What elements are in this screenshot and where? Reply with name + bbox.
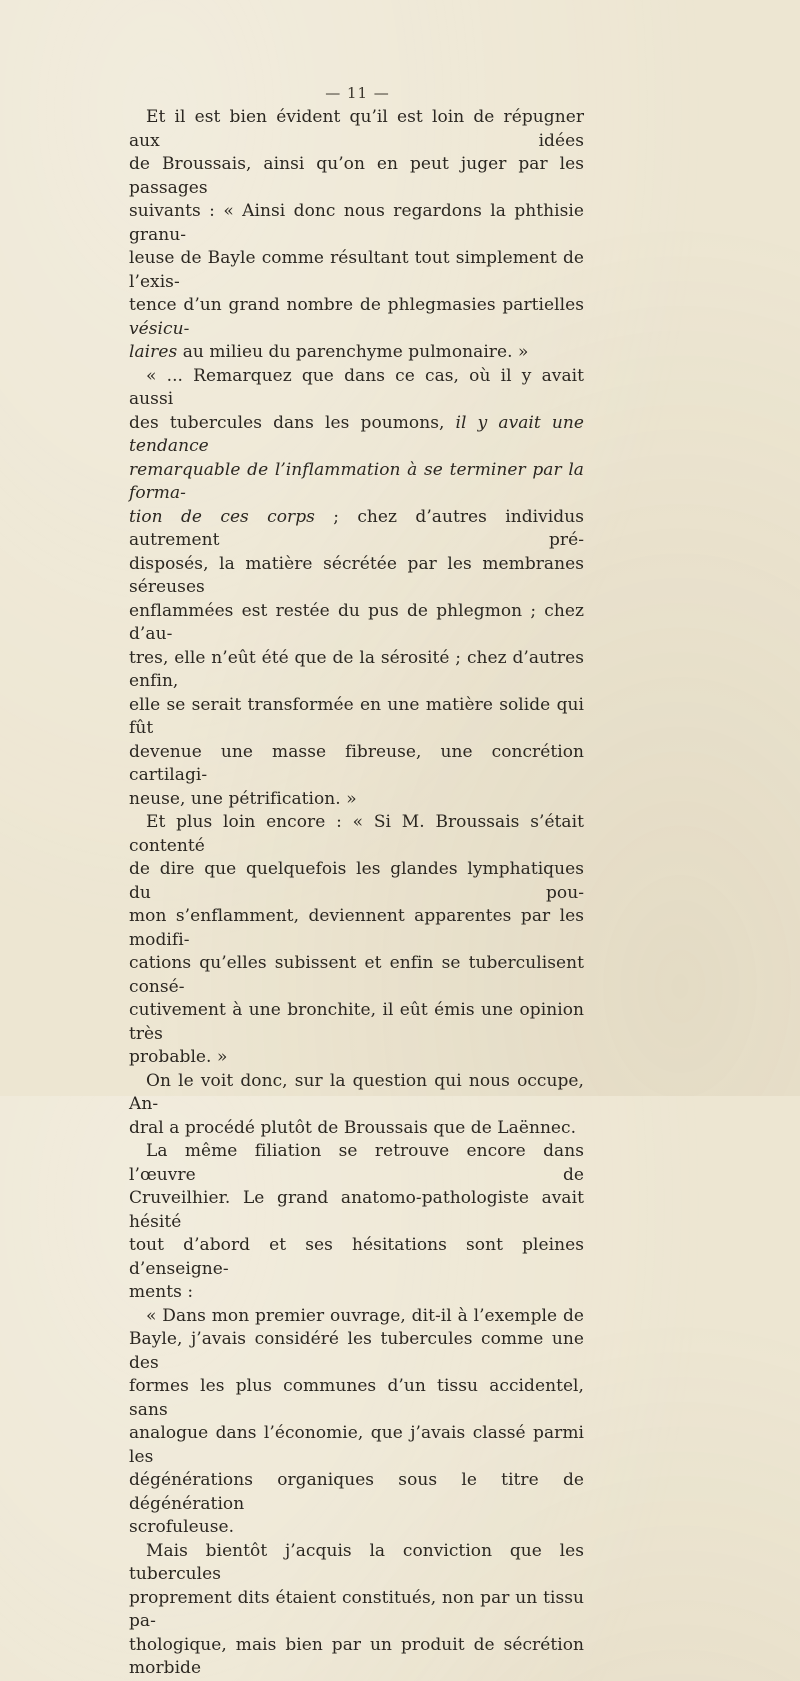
text-line: tence d’un grand nombre de phlegmasies partielles vésicu- <box>129 295 584 339</box>
text-line: de dire que quelquefois les glandes lymphatiques du pou- <box>129 859 584 903</box>
text-line: de Broussais, ainsi qu’on en peut juger par les passages <box>129 154 584 198</box>
text-line: formes les plus communes d’un tissu accidentel, sans <box>129 1376 584 1420</box>
text-line: proprement dits étaient constitués, non par un tissu pa- <box>129 1587 584 1631</box>
text-line: On le voit donc, sur la question qui nous occupe, An- <box>129 1070 584 1114</box>
text-line: elle se serait transformée en une matière solide qui fût <box>129 694 584 738</box>
text-line: « Dans mon premier ouvrage, dit-il à l’exemple de <box>146 1305 584 1326</box>
text-line: Et il est bien évident qu’il est loin de répugner aux idées <box>129 107 584 151</box>
text-line: tout d’abord et ses hésitations sont pleines d’enseigne- <box>129 1235 584 1279</box>
text-line: des tubercules dans les poumons, il y avait une tendance <box>129 412 584 456</box>
page-number: — 11 — <box>325 84 390 102</box>
text-line: dral a procédé plutôt de Broussais que de Laënnec. <box>129 1117 577 1138</box>
text-line: devenue une masse fibreuse, une concrétion cartilagi- <box>129 741 584 785</box>
text-line: « ... Remarquez que dans ce cas, où il y avait aussi <box>129 365 584 409</box>
text-line: tion de ces corps ; chez d’autres individus autrement pré- <box>129 506 584 550</box>
text-line: cations qu’elles subissent et enfin se tuberculisent consé- <box>129 953 584 997</box>
text-line: laires au milieu du parenchyme pulmonaire. » <box>129 342 529 362</box>
text-line: scrofuleuse. <box>129 1517 235 1537</box>
text-line: Cruveilhier. Le grand anatomo-pathologiste avait hésité <box>129 1188 584 1232</box>
text-line: thologique, mais bien par un produit de sécrétion morbide <box>129 1634 584 1678</box>
text-line: enflammées est restée du pus de phlegmon ; chez d’au- <box>129 600 584 644</box>
text-line: suivants : « Ainsi donc nous regardons la phthisie granu- <box>129 201 584 245</box>
text-line: tres, elle n’eût été que de la sérosité ; chez d’autres enfin, <box>129 647 584 691</box>
text-line: disposés, la matière sécrétée par les membranes séreuses <box>129 553 584 597</box>
text-line: remarquable de l’inflammation à se terminer par la forma- <box>129 459 584 503</box>
text-line: probable. » <box>129 1047 228 1067</box>
text-line: mon s’enflamment, deviennent apparentes par les modifi- <box>129 906 584 950</box>
text-line: Mais bientôt j’acquis la conviction que les tubercules <box>129 1540 584 1584</box>
text-line: La même filiation se retrouve encore dans l’œuvre de <box>129 1141 584 1185</box>
text-line: Et plus loin encore : « Si M. Broussais s’était contenté <box>129 812 584 856</box>
body-text <box>129 106 584 1681</box>
text-line: Bayle, j’avais considéré les tubercules comme une des <box>129 1329 584 1373</box>
text-line: leuse de Bayle comme résultant tout simplement de l’exis- <box>129 248 584 292</box>
text-line: analogue dans l’économie, que j’avais classé parmi les <box>129 1423 584 1467</box>
text-line: ments : <box>129 1282 194 1302</box>
text-line: cutivement à une bronchite, il eût émis une opinion très <box>129 1000 584 1044</box>
text-line: dégénérations organiques sous le titre de dégénération <box>129 1470 584 1514</box>
text-line: neuse, une pétrification. » <box>129 788 357 809</box>
